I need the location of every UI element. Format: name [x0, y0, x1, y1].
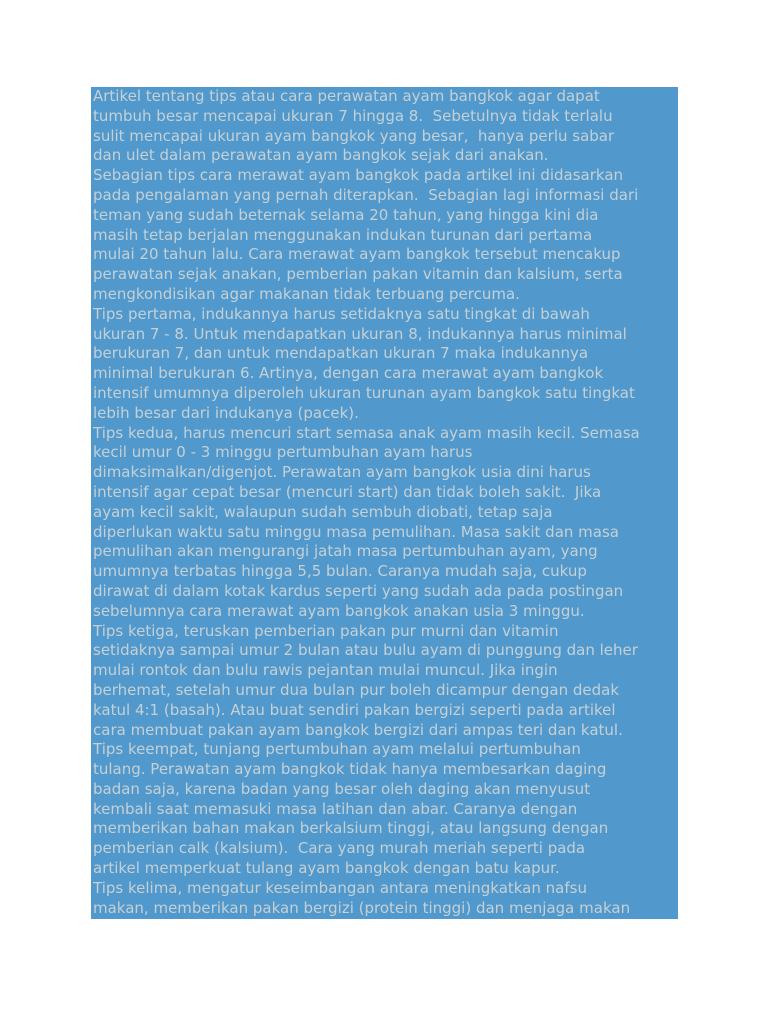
- paragraph-tip-5: Tips kelima, mengatur keseimbangan antara meningkatkan nafsu makan, memberikan pakan bergizi (protein tinggi) dan menjaga makan: [93, 878, 631, 917]
- article-text-block: [91, 87, 678, 919]
- paragraph-tip-4: Tips keempat, tunjang pertumbuhan ayam melalui pertumbuhan tulang. Perawatan ayam bangkok tidak hanya membesarkan daging badan saja, karena badan yang besar oleh daging akan menyusut kembali saat memasuki masa latihan dan abar. Caranya dengan memberikan bahan makan berkalsium tinggi, atau langsung dengan pemberian calk (kalsium). Cara yang murah meriah seperti pada artikel memperkuat tulang ayam bangkok dengan batu kapur.: [93, 740, 609, 878]
- paragraph-background: Sebagian tips cara merawat ayam bangkok pada artikel ini didasarkan pada pengalaman yang pernah diterapkan. Sebagian lagi informasi dari teman yang sudah beternak selama 20 tahun, yang hingga kini dia masih tetap berjalan menggunakan indukan turunan dari pertama mulai 20 tahun lalu. Cara merawat ayam bangkok tersebut mencakup perawatan sejak anakan, pemberian pakan vitamin dan kalsium, serta mengkondisikan agar makanan tidak terbuang percuma.: [93, 166, 639, 303]
- paragraph-tip-2: Tips kedua, harus mencuri start semasa anak ayam masih kecil. Semasa kecil umur 0 - 3 minggu pertumbuhan ayam harus dimaksimalkan/digenjot. Perawatan ayam bangkok usia dini harus intensif agar cepat besar (mencuri start) dan tidak boleh sakit. Jika ayam kecil sakit, walaupun sudah sembuh diobati, tetap saja diperlukan waktu satu minggu masa pemulihan. Masa sakit dan masa pemulihan akan mengurangi jatah masa pertumbuhan ayam, yang umumnya terbatas hingga 5,5 bulan. Caranya mudah saja, cukup dirawat di dalam kotak kardus seperti yang sudah ada pada postingan sebelumnya cara merawat ayam bangkok anakan usia 3 minggu.: [93, 423, 640, 620]
- paragraph-tip-1: Tips pertama, indukannya harus setidaknya satu tingkat di bawah ukuran 7 - 8. Untuk mendapatkan ukuran 8, indukannya harus minimal berukuran 7, dan untuk mendapatkan ukuran 7 maka indukannya minimal berukuran 6. Artinya, dengan cara merawat ayam bangkok intensif umumnya diperoleh ukuran turunan ayam bangkok satu tingkat lebih besar dari indukanya (pacek).: [93, 304, 635, 422]
- paragraph-tip-3: Tips ketiga, teruskan pemberian pakan pur murni dan vitamin setidaknya sampai umur 2 bulan atau bulu ayam di punggung dan leher mulai rontok dan bulu rawis pejantan mulai muncul. Jika ingin berhemat, setelah umur dua bulan pur boleh dicampur dengan dedak katul 4:1 (basah). Atau buat sendiri pakan bergizi seperti pada artikel cara membuat pakan ayam bangkok bergizi dari ampas teri dan katul.: [93, 621, 638, 739]
- paragraph-intro: Artikel tentang tips atau cara perawatan ayam bangkok agar dapat tumbuh besar mencapai ukuran 7 hingga 8. Sebetulnya tidak terlalu sulit mencapai ukuran ayam bangkok yang besar, hanya perlu sabar dan ulet dalam perawatan ayam bangkok sejak dari anakan.: [93, 87, 615, 165]
